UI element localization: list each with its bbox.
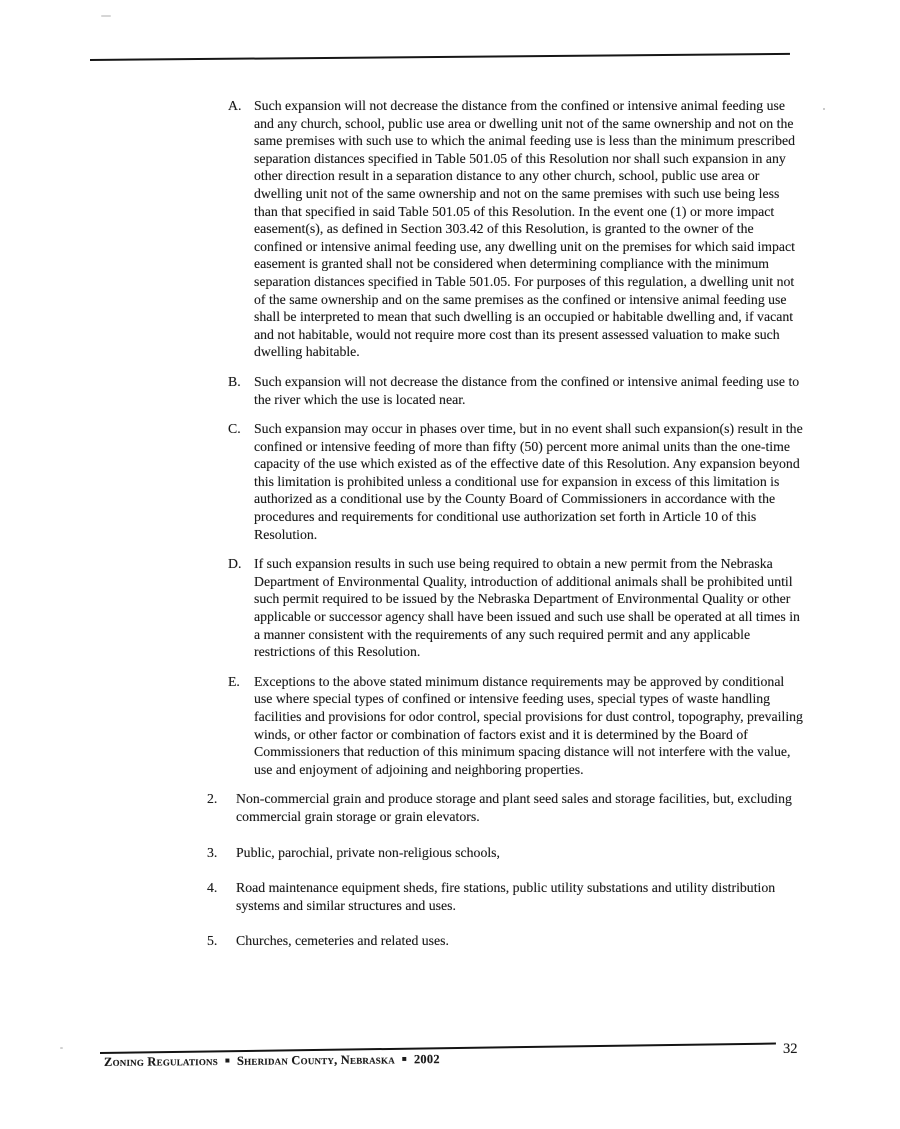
item-label: 4. <box>207 880 218 896</box>
item-text: Such expansion will not decrease the distance from the confined or intensive animal feeding use to the river which the use is located near. <box>254 373 800 407</box>
lettered-item-e <box>228 673 804 779</box>
footer-separator-square: ■ <box>224 1055 231 1065</box>
item-text: Churches, cemeteries and related uses. <box>236 933 449 949</box>
scan-artifact <box>101 15 111 17</box>
numbered-item-3 <box>207 844 804 862</box>
item-label: 5. <box>207 933 218 949</box>
footer-year: 2002 <box>413 1052 440 1067</box>
item-label: D. <box>228 556 242 572</box>
footer-county: Sheridan County, Nebraska <box>236 1052 395 1068</box>
page-body <box>207 97 804 968</box>
item-label: E. <box>228 673 240 689</box>
footer <box>104 1052 440 1070</box>
lettered-item-b <box>228 373 804 408</box>
numbered-item-4 <box>207 879 804 914</box>
item-text: Public, parochial, private non-religious schools, <box>236 844 501 860</box>
item-text: Such expansion may occur in phases over time, but in no event shall such expansion(s) result in the confined or intensive feeding of more than fifty (50) percent more animal units than the one-time capacity of the use which existed as of the effective date of this Resolution. Any expansion beyond this limitation is prohibited unless a conditional use for expansion in excess of this limitation is authorized as a conditional use by the County Board of Commissioners in accordance with the procedures and requirements for conditional use authorization set forth in Article 10 of this Resolution. <box>254 421 803 542</box>
lettered-item-d <box>228 555 804 661</box>
item-label: C. <box>228 421 241 437</box>
lettered-item-a <box>228 97 804 361</box>
footer-separator-square: ■ <box>401 1054 407 1064</box>
item-label: 3. <box>207 844 218 860</box>
header-rule <box>90 53 790 61</box>
scan-artifact <box>823 108 825 110</box>
item-text: Road maintenance equipment sheds, fire stations, public utility substations and utility distribution systems and similar structures and uses. <box>236 880 776 913</box>
scan-artifact <box>60 1047 63 1049</box>
item-text: Exceptions to the above stated minimum distance requirements may be approved by conditional use where special types of confined or intensive feeding uses, special types of waste handling facilities and provisions for odor control, special provisions for dust control, topography, prevailing winds, or other factor or combination of factors exist and it is determined by the Board of Commissioners that reduction of this minimum spacing distance will not interfere with the value, use and enjoyment of adjoining and neighboring properties. <box>254 673 803 777</box>
footer-section: Zoning Regulations <box>103 1054 219 1069</box>
lettered-item-c <box>228 420 804 543</box>
item-text: Non-commercial grain and produce storage and plant seed sales and storage facilities, but, excluding commercial grain storage or grain elevators. <box>236 791 792 824</box>
numbered-item-5 <box>207 932 804 950</box>
page-number: 32 <box>783 1041 798 1057</box>
item-label: A. <box>228 98 242 113</box>
item-label: 2. <box>207 791 218 807</box>
item-label: B. <box>228 373 241 389</box>
item-text: Such expansion will not decrease the distance from the confined or intensive animal feeding use and any church, school, public use area or dwelling unit not of the same ownership and not on the same premises with such use to which the animal feeding use is less than the minimum prescribed separation distances specified in Table 501.05 of this Resolution nor shall such expansion in any other direction result in a separation distance to any other church, school, public use area or dwelling unit not of the same ownership and not on the same premises with such use being less than that specified in said Table 501.05 of this Resolution. In the event one (1) or more impact easement(s), as defined in Section 303.42 of this Resolution, is granted to the owner of the confined or intensive animal feeding use, any dwelling unit on the premises for which said impact easement is granted shall not be considered when determining compliance with the minimum separation distances specified in Table 501.05. For purposes of this regulation, a dwelling unit not of the same ownership and on the same premises as the confined or intensive animal feeding use shall be interpreted to mean that such dwelling is an occupied or habitable dwelling and, if vacant and not habitable, would not require more cost than its present assessed valuation to make such dwelling habitable. <box>254 98 796 360</box>
item-text: If such expansion results in such use being required to obtain a new permit from the Nebraska Department of Environmental Quality, introduction of additional animals shall be prohibited until such permit required to be issued by the Nebraska Department of Environmental Quality or other applicable or successor agency shall have been issued and such use shall be operated at all times in a manner consistent with the requirements of any such required permit and any applicable restrictions of this Resolution. <box>254 556 800 660</box>
numbered-item-2 <box>207 790 804 825</box>
